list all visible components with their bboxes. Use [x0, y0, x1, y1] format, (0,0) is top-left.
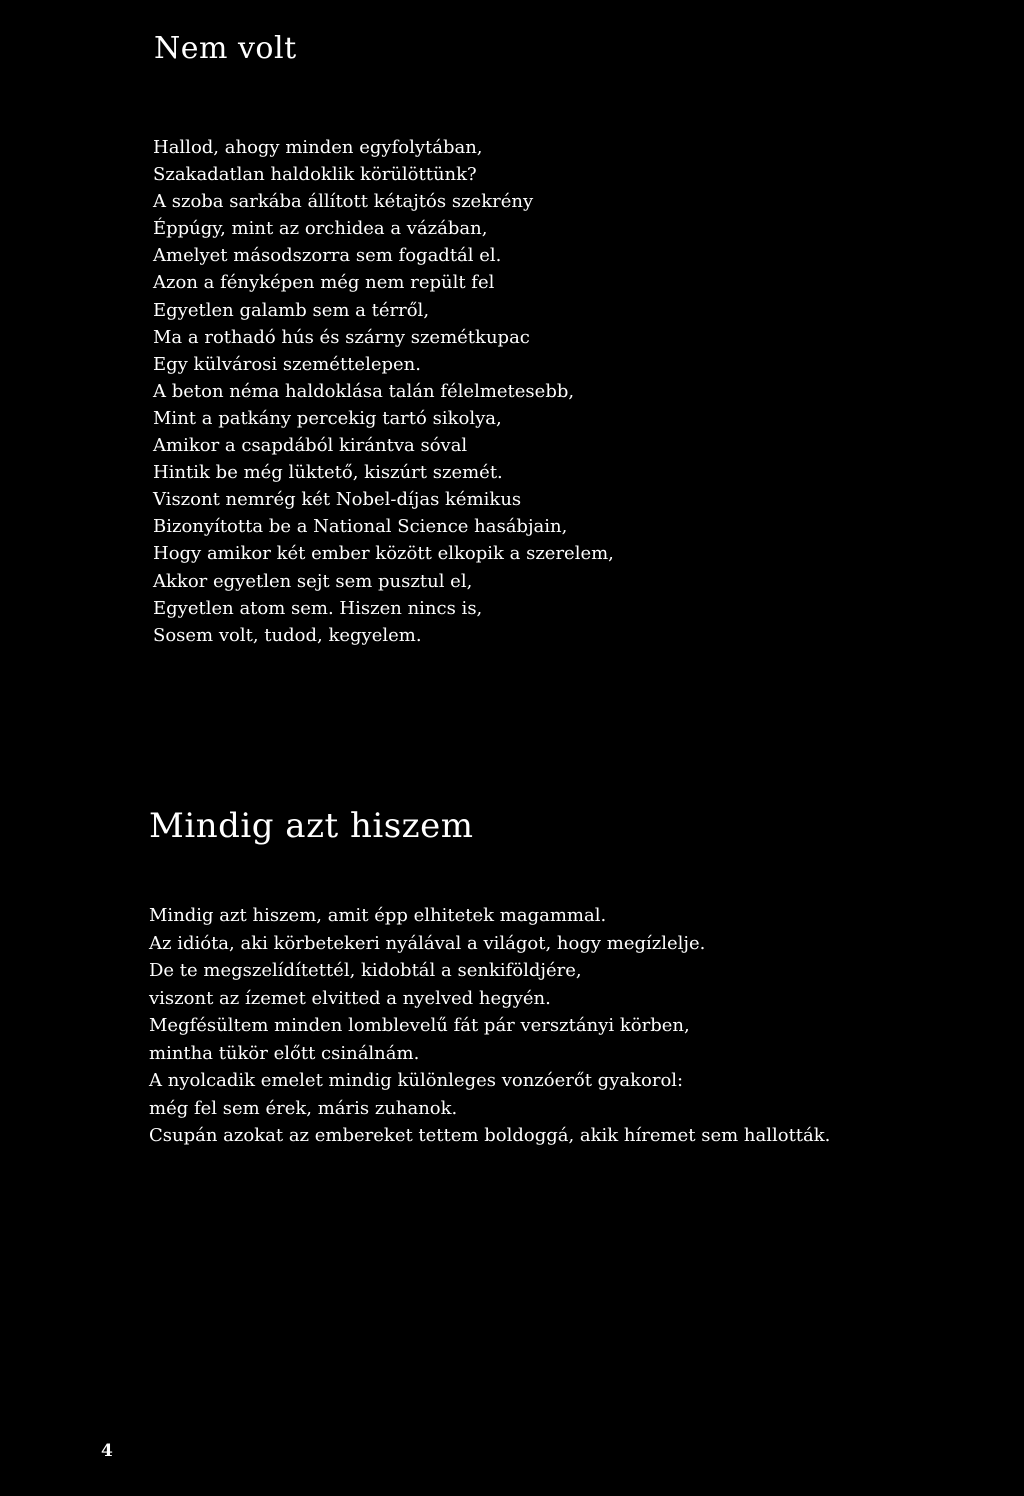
- page-number: 4: [101, 1441, 113, 1461]
- poem-line: Egyetlen atom sem. Hiszen nincs is,: [153, 597, 483, 619]
- poem-line: Hogy amikor két ember között elkopik a szerelem,: [153, 543, 614, 565]
- poem-line: Viszont nemrég két Nobel-díjas kémikus: [153, 489, 522, 511]
- poem-line: Amikor a csapdából kirántva sóval: [153, 435, 468, 457]
- poem-line: A nyolcadik emelet mindig különleges vonzóerőt gyakorol:: [149, 1070, 684, 1091]
- poem-line: még fel sem érek, máris zuhanok.: [149, 1097, 458, 1119]
- poem-line: A beton néma haldoklása talán félelmetesebb,: [153, 380, 575, 402]
- poem-line: mintha tükör előtt csinálnám.: [149, 1042, 420, 1064]
- poem-line: Hintik be még lüktető, kiszúrt szemét.: [153, 462, 503, 484]
- poem-line: Szakadatlan haldoklik körülöttünk?: [153, 164, 477, 186]
- poem-line: Amelyet másodszorra sem fogadtál el.: [153, 245, 502, 267]
- poem-line: Éppúgy, mint az orchidea a vázában,: [153, 218, 488, 240]
- poem-line: Hallod, ahogy minden egyfolytában,: [153, 137, 483, 158]
- poem-line: A szoba sarkába állított kétajtós szekrény: [153, 191, 534, 213]
- poem-line: Egyetlen galamb sem a térről,: [153, 299, 430, 321]
- poem-line: viszont az ízemet elvitted a nyelved hegyén.: [149, 987, 551, 1009]
- poem-line: Azon a fényképen még nem repült fel: [153, 272, 495, 294]
- poem-line: Mindig azt hiszem, amit épp elhitetek magammal.: [149, 905, 607, 926]
- poem-body-nem-volt: [153, 134, 614, 649]
- poem-line: Akkor egyetlen sejt sem pusztul el,: [153, 570, 473, 592]
- poem-line: Ma a rothadó hús és szárny szemétkupac: [153, 326, 530, 348]
- poem-body-mindig-azt-hiszem: [149, 902, 830, 1150]
- poem-title-nem-volt: Nem volt: [154, 31, 297, 66]
- poem-line: Megfésültem minden lomblevelű fát pár versztányi körben,: [149, 1015, 690, 1036]
- poem-line: Az idióta, aki körbetekeri nyálával a világot, hogy megízlelje.: [149, 932, 706, 954]
- poem-line: De te megszelídítettél, kidobtál a senkiföldjére,: [149, 960, 582, 981]
- poem-line: Mint a patkány percekig tartó sikolya,: [153, 407, 502, 429]
- poem-line: Csupán azokat az embereket tettem boldoggá, akik híremet sem hallották.: [149, 1125, 831, 1146]
- poem-line: Egy külvárosi szeméttelepen.: [153, 353, 421, 375]
- poem-line: Sosem volt, tudod, kegyelem.: [153, 624, 422, 646]
- poem-line: Bizonyította be a National Science hasábjain,: [153, 516, 568, 538]
- poem-title-mindig-azt-hiszem: Mindig azt hiszem: [149, 806, 474, 846]
